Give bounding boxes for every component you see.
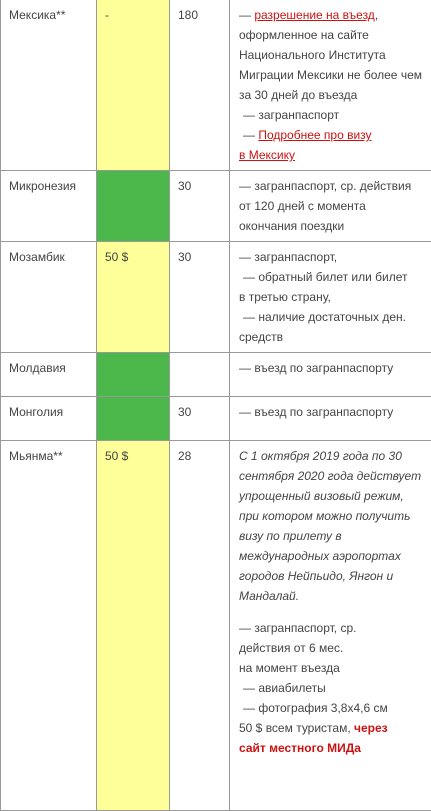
text-fragment: — xyxy=(239,8,254,22)
table-row xyxy=(1,353,431,397)
requirement-line: — загранпаспорт, ср. xyxy=(239,618,427,638)
country-cell: Молдавия xyxy=(1,353,97,397)
days-cell xyxy=(170,353,230,397)
text-fragment: 50 $ всем туристам, xyxy=(239,721,354,735)
days-cell: 30 xyxy=(170,242,230,353)
country-cell: Мексика** xyxy=(1,0,97,171)
requirement-line: оформленное на сайте xyxy=(239,25,427,45)
fee-cell: 50 $ xyxy=(97,441,170,811)
fee-cell: 50 $ xyxy=(97,242,170,353)
fee-cell xyxy=(97,353,170,397)
country-cell: Микронезия xyxy=(1,171,97,242)
table-row xyxy=(1,242,431,353)
italic-note: С 1 октября 2019 года по 30 сентября 2020 года действует упрощенный визовый режим, при котором можно получить визу по прилету в международных аэропортах городов Нейпьидо, Янгон и Мандалай. xyxy=(239,446,427,606)
fee-cell xyxy=(97,171,170,242)
requirement-line: в третью страну, xyxy=(239,287,427,307)
requirements-cell xyxy=(230,353,431,397)
text-fragment: , xyxy=(375,8,378,22)
requirement-line xyxy=(239,125,427,145)
requirement-line: — наличие достаточных ден. xyxy=(239,307,427,327)
requirement-line xyxy=(239,718,427,738)
requirement-line: — загранпаспорт xyxy=(239,105,427,125)
requirement-line: действия от 6 мес. xyxy=(239,638,427,658)
table-row xyxy=(1,171,431,242)
requirement-line: — авиабилеты xyxy=(239,678,427,698)
days-cell: 30 xyxy=(170,397,230,441)
days-cell: 180 xyxy=(170,0,230,171)
info-link[interactable]: разрешение на въезд xyxy=(254,8,374,22)
requirement-line: — въезд по загранпаспорту xyxy=(239,402,427,422)
country-cell: Монголия xyxy=(1,397,97,441)
requirement-line: окончания поездки xyxy=(239,216,427,236)
requirement-line: за 30 дней до въезда xyxy=(239,85,427,105)
requirement-line xyxy=(239,738,427,758)
requirement-line: от 120 дней с момента xyxy=(239,196,427,216)
days-cell: 30 xyxy=(170,171,230,242)
fee-cell: - xyxy=(97,0,170,171)
requirement-line: — фотография 3,8х4,6 см xyxy=(239,698,427,718)
requirements-cell xyxy=(230,441,431,811)
info-link[interactable]: в Мексику xyxy=(239,148,295,162)
table-row xyxy=(1,397,431,441)
info-link[interactable]: Подробнее про визу xyxy=(258,128,371,142)
requirement-line: на момент въезда xyxy=(239,658,427,678)
requirements-cell xyxy=(230,397,431,441)
requirement-line xyxy=(239,145,427,165)
requirements-cell xyxy=(230,0,431,171)
text-fragment: — xyxy=(243,128,258,142)
requirement-line: — въезд по загранпаспорту xyxy=(239,358,427,378)
requirement-line: средств xyxy=(239,327,427,347)
requirement-line: — загранпаспорт, xyxy=(239,247,427,267)
requirement-line: — загранпаспорт, ср. действия xyxy=(239,176,427,196)
requirement-line: — обратный билет или билет xyxy=(239,267,427,287)
requirement-line: Национального Института xyxy=(239,45,427,65)
requirement-line: Миграции Мексики не более чем xyxy=(239,65,427,85)
country-cell: Мозамбик xyxy=(1,242,97,353)
days-cell: 28 xyxy=(170,441,230,811)
requirements-cell xyxy=(230,171,431,242)
requirements-cell xyxy=(230,242,431,353)
requirement-line xyxy=(239,5,427,25)
fee-cell xyxy=(97,397,170,441)
table-row xyxy=(1,441,431,811)
country-cell: Мьянма** xyxy=(1,441,97,811)
table-row xyxy=(1,0,431,171)
bold-link-text[interactable]: через xyxy=(354,721,388,735)
bold-link-text[interactable]: сайт местного МИДа xyxy=(239,741,361,755)
